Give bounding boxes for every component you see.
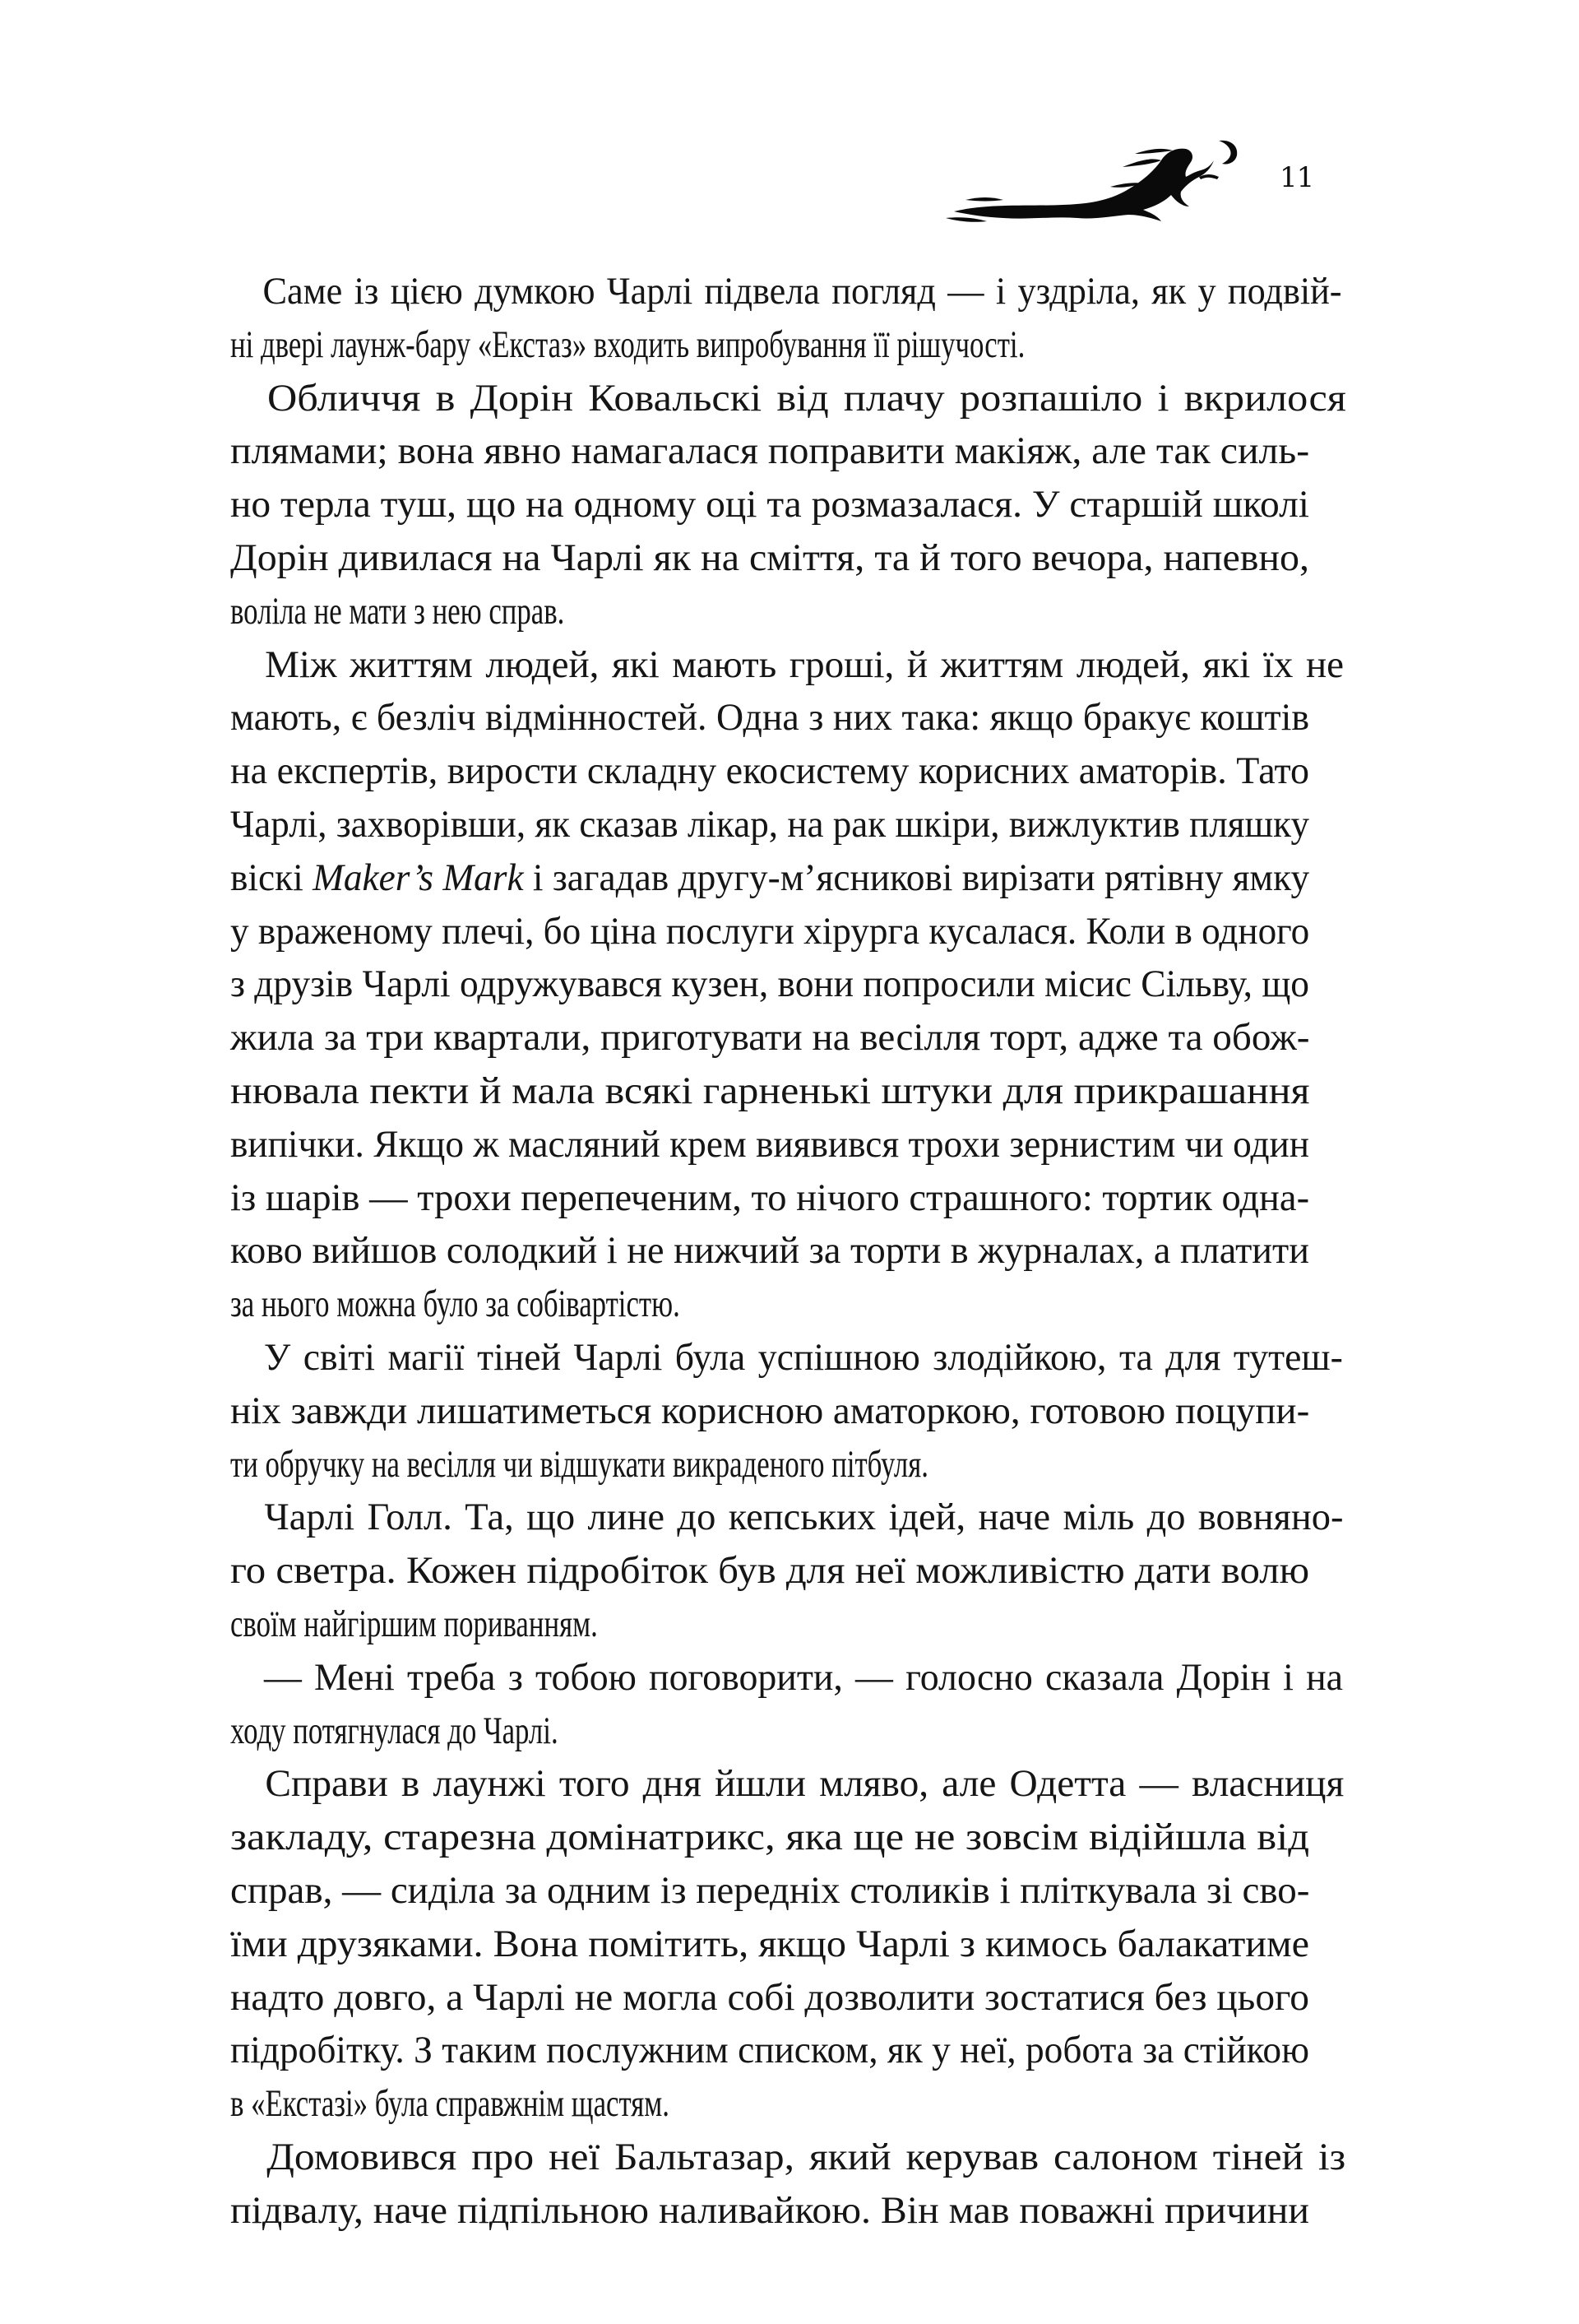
text-line: ні двері лаунж-бару «Екстаз» входить випробування її рішучості. bbox=[230, 322, 1026, 366]
text-line: у враженому плечі, бо ціна послуги хірурга кусалася. Коли в одного bbox=[230, 909, 1310, 953]
text-line: ходу потягнулася до Чарлі. bbox=[230, 1709, 558, 1752]
text-line: на експертів, вирости складну екосистему корисних аматорів. Тато bbox=[230, 749, 1309, 793]
italic-brand-name: Maker’s Mark bbox=[313, 856, 524, 899]
text-line: го светра. Кожен підробіток був для неї можливістю дати волю bbox=[230, 1549, 1310, 1593]
running-figure-ornament-icon bbox=[946, 136, 1291, 226]
body-text bbox=[230, 265, 1346, 2237]
text-line: з друзів Чарлі одружувався кузен, вони попросили місис Сільву, що bbox=[230, 963, 1309, 1006]
page-number: 11 bbox=[1280, 161, 1314, 194]
text-line: но терла туш, що на одному оці та розмазалася. У старшій школі bbox=[230, 483, 1309, 526]
text-line: ніх завжди лишатиметься корисною аматоркою, готовою поцупи- bbox=[230, 1389, 1310, 1432]
text-line: Справи в лаунжі того дня йшли мляво, але Одетта — власниця bbox=[265, 1762, 1345, 1806]
text-line: плямами; вона явно намагалася поправити макіяж, але так силь- bbox=[230, 429, 1310, 473]
text-line: воліла не мати з нею справ. bbox=[230, 589, 565, 633]
text-line: підробітку. З таким послужним списком, як у неї, робота за стійкою bbox=[230, 2029, 1309, 2072]
text-line: підвалу, наче підпільною наливайкою. Він мав поважні причини bbox=[230, 2188, 1309, 2232]
text-line: нювала пекти й мала всякі гарненькі штуки для прикрашання bbox=[230, 1069, 1310, 1112]
text-line: своїм найгіршим пориванням. bbox=[230, 1602, 598, 1645]
text-line: ти обручку на весілля чи відшукати викраденого пітбуля. bbox=[230, 1442, 928, 1486]
text-line: закладу, старезна домінатрикс, яка ще не зовсім відійшла від bbox=[230, 1816, 1309, 1859]
text-line: У світі магії тіней Чарлі була успішною злодійкою, та для тутеш- bbox=[263, 1335, 1343, 1379]
text-line: Між життям людей, які мають гроші, й життям людей, які їх не bbox=[265, 642, 1345, 686]
text-line: Саме із цією думкою Чарлі підвела погляд — і уздріла, як у подвій- bbox=[262, 270, 1342, 313]
text-line: Обличчя в Дорін Ковальскі від плачу розпашіло і вкрилося bbox=[266, 376, 1346, 420]
text-line: із шарів — трохи перепеченим, то нічого страшного: тортик одна- bbox=[230, 1176, 1310, 1219]
text-line: жила за три квартали, приготувати на весілля торт, адже та обож- bbox=[230, 1016, 1310, 1060]
text-line: ково вийшов солодкий і не нижчий за торти в журналах, а платити bbox=[230, 1229, 1309, 1273]
text-line: мають, є безліч відмінностей. Одна з них така: якщо бракує коштів bbox=[230, 696, 1309, 740]
text-line: Дорін дивилася на Чарлі як на сміття, та й того вечора, напевно, bbox=[230, 536, 1309, 579]
text-line: надто довго, а Чарлі не могла собі дозволити зостатися без цього bbox=[230, 1975, 1310, 2019]
text-line: Чарлі Голл. Та, що лине до кепських ідей, наче міль до вовняно- bbox=[264, 1496, 1344, 1539]
text-line: справ, — сиділа за одним із передніх столиків і пліткувала зі сво- bbox=[230, 1868, 1310, 1912]
text-line: їми друзяками. Вона помітить, якщо Чарлі з кимось балакатиме bbox=[230, 1922, 1309, 1965]
text-line: випічки. Якщо ж масляний крем виявився трохи зернистим чи один bbox=[230, 1122, 1309, 1166]
text-line: віскі Maker’s Mark і загадав другу-м’ясникові вирізати рятівну ямку bbox=[230, 856, 1310, 899]
text-line: — Мені треба з тобою поговорити, — голосно сказала Дорін і на bbox=[263, 1655, 1343, 1699]
text-line: за нього можна було за собівартістю. bbox=[230, 1283, 680, 1326]
text-line: в «Екстазі» була справжнім щастям. bbox=[230, 2082, 669, 2126]
text-line: Домовився про неї Бальтазар, який керував салоном тіней із bbox=[266, 2135, 1346, 2178]
text-line: Чарлі, захворівши, як сказав лікар, на рак шкіри, вижлуктив пляшку bbox=[230, 802, 1309, 846]
